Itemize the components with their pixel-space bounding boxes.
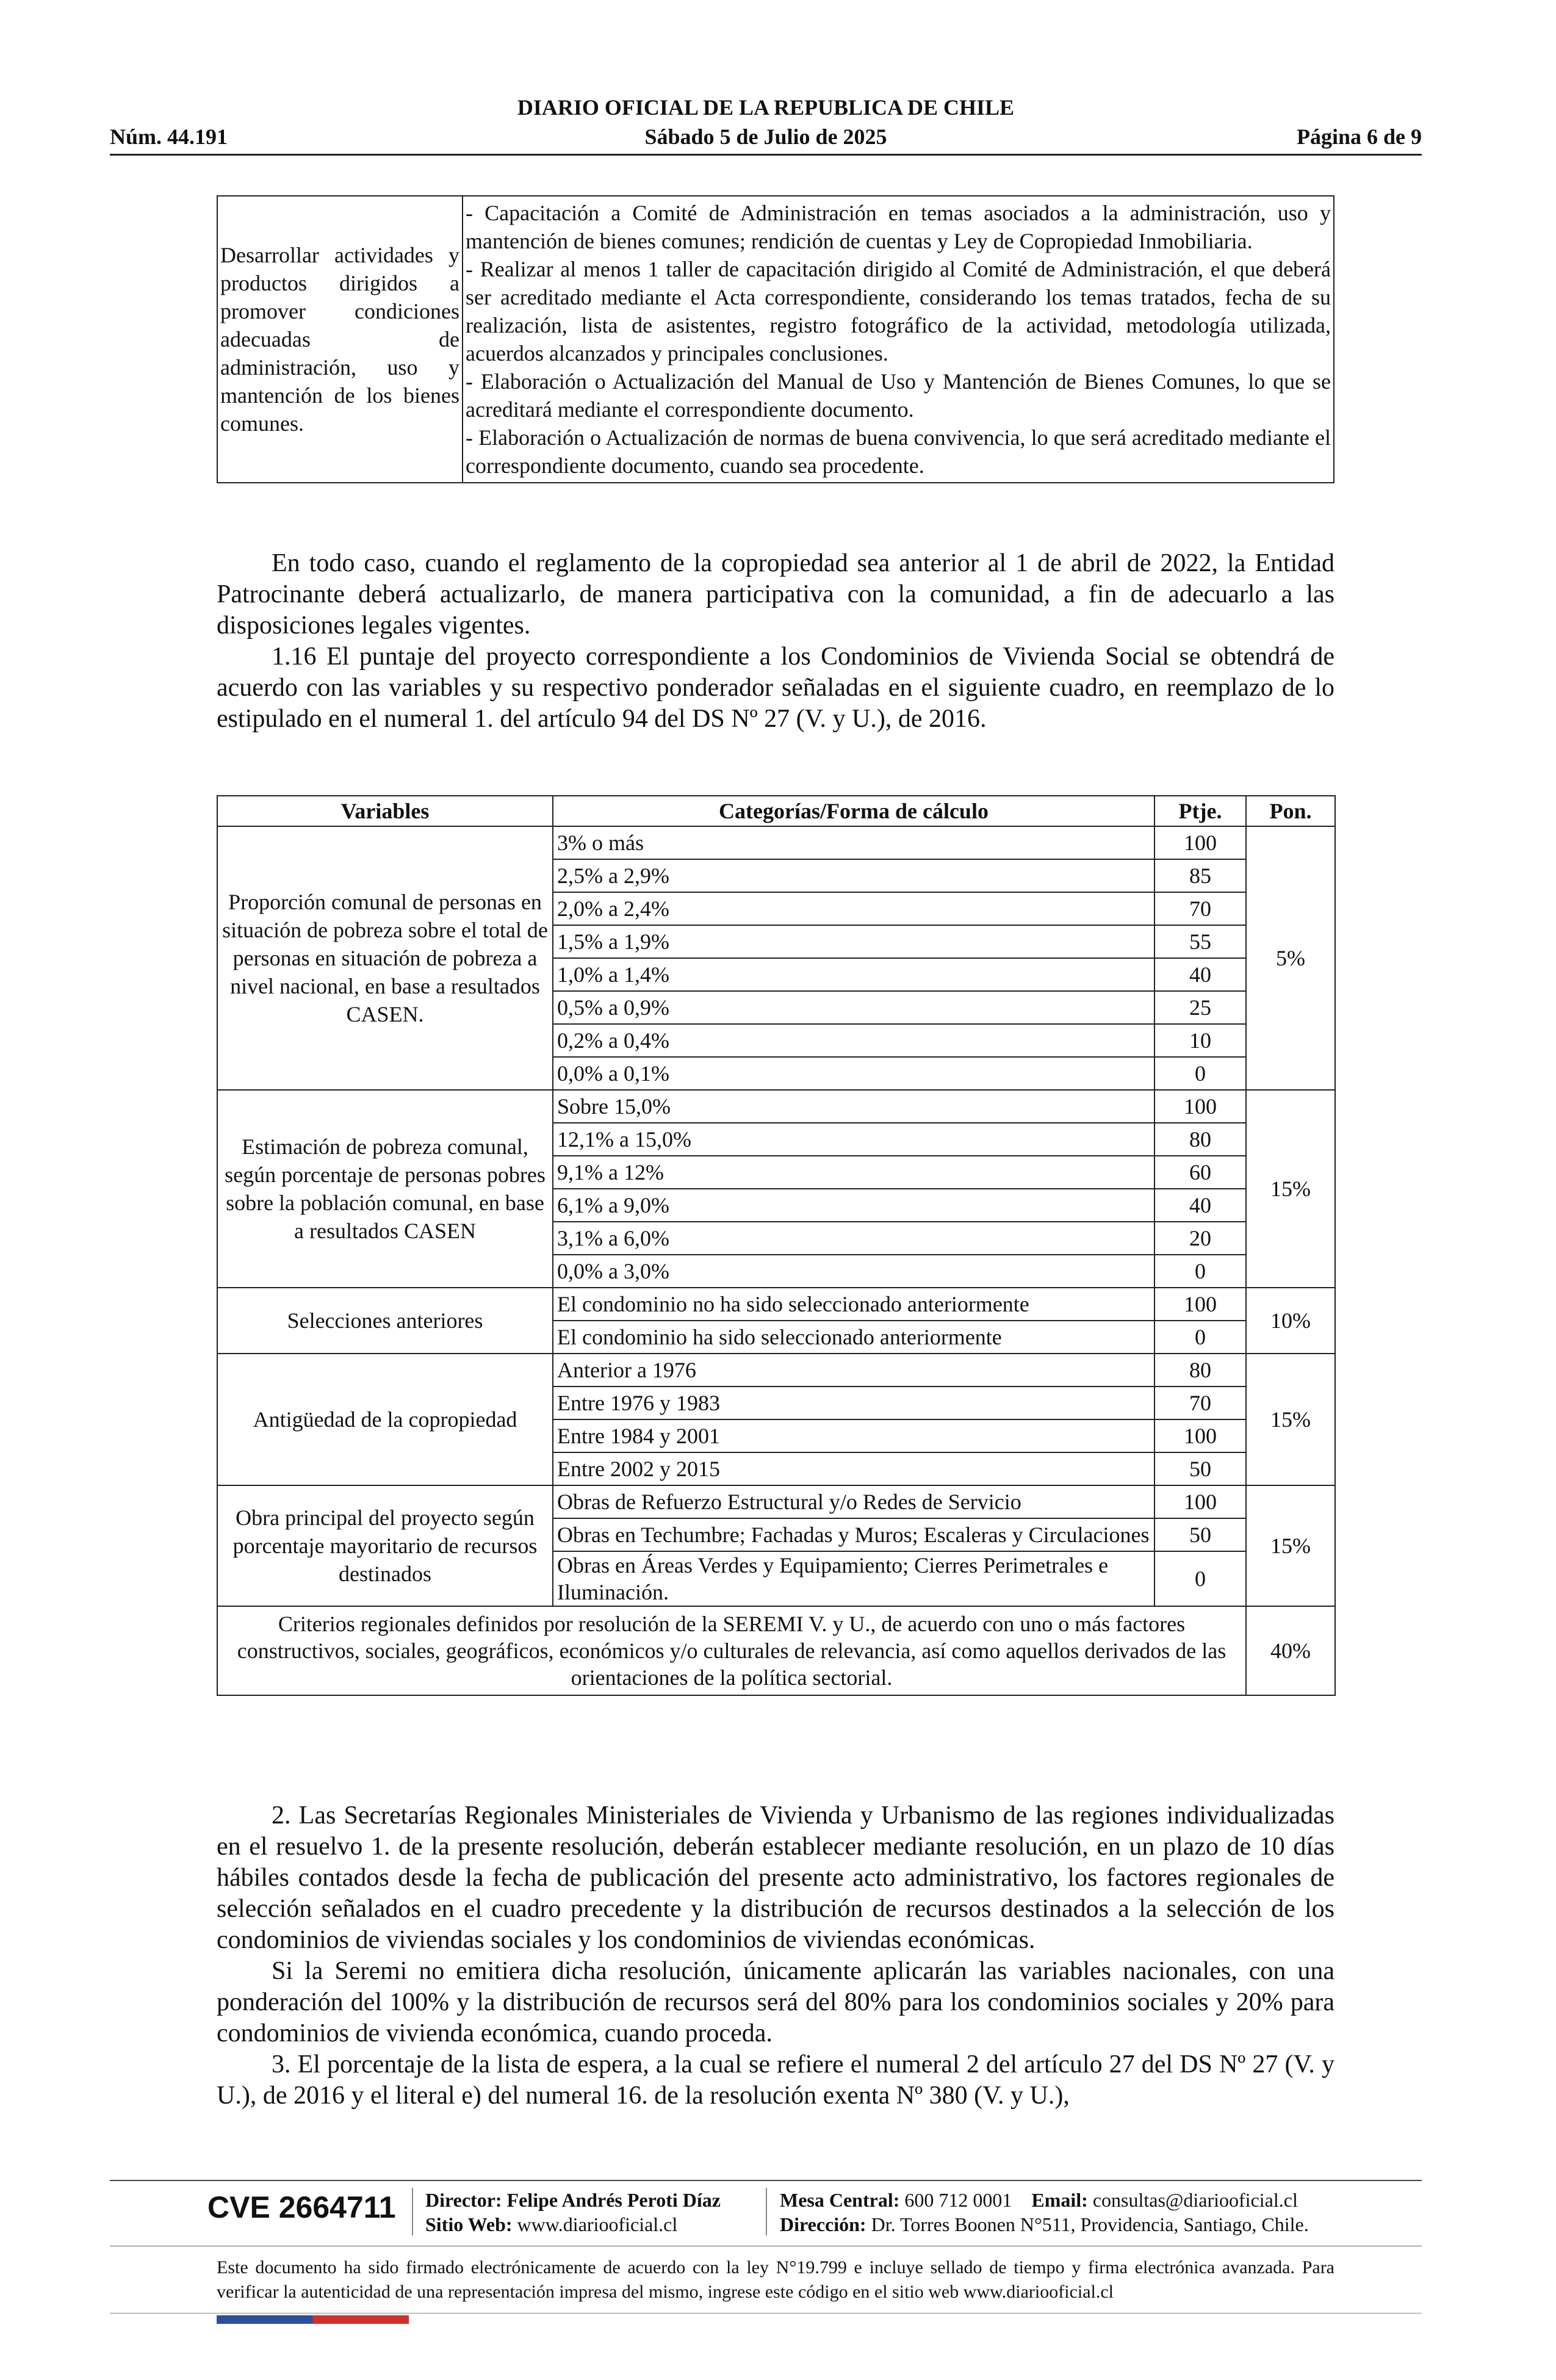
score-table <box>217 795 1336 1696</box>
column-header: Variables <box>217 796 553 826</box>
category-cell: Entre 2002 y 2015 <box>553 1452 1154 1485</box>
category-cell: Obras de Refuerzo Estructural y/o Redes de Servicio <box>553 1485 1154 1518</box>
category-cell: 9,1% a 12% <box>553 1156 1154 1189</box>
score-cell: 0 <box>1154 1057 1246 1090</box>
category-cell: 1,5% a 1,9% <box>553 925 1154 958</box>
variable-cell: Selecciones anteriores <box>217 1288 553 1354</box>
weight-cell: 5% <box>1246 826 1335 1090</box>
paragraph: 1.16 El puntaje del proyecto correspondiente a los Condominios de Vivienda Social se obtendrá de acuerdo con las variables y su respectivo ponderador señaladas en el siguiente cuadro, en reemplazo de lo estipulado en el numeral 1. del artículo 94 del DS Nº 27 (V. y U.), de 2016. <box>217 643 1334 733</box>
header-divider <box>110 154 1422 156</box>
table-row <box>217 1485 1335 1518</box>
weight-cell: 15% <box>1246 1090 1335 1288</box>
table-row <box>217 1288 1335 1321</box>
category-cell: 1,0% a 1,4% <box>553 958 1154 991</box>
page-header <box>110 95 1422 156</box>
category-cell: 6,1% a 9,0% <box>553 1189 1154 1222</box>
variable-cell: Obra principal del proyecto según porcentaje mayoritario de recursos destinados <box>217 1485 553 1606</box>
category-cell: Entre 1976 y 1983 <box>553 1387 1154 1419</box>
score-cell: 50 <box>1154 1452 1246 1485</box>
address-line <box>780 2213 1309 2236</box>
score-cell: 20 <box>1154 1222 1246 1255</box>
regional-criteria-cell: Criterios regionales definidos por resolución de la SEREMI V. y U., de acuerdo con uno o más factores constructivos, sociales, geográficos, económicos y/o culturales de relevancia, así como aquellos derivados de las orientaciones de la política sectorial. <box>217 1606 1246 1695</box>
weight-cell: 15% <box>1246 1485 1335 1606</box>
score-cell: 80 <box>1154 1354 1246 1387</box>
footer-separator <box>766 2188 767 2235</box>
table-row <box>217 196 1334 483</box>
address-label: Dirección: <box>780 2213 866 2235</box>
footer-separator <box>412 2188 413 2235</box>
page-number: Página 6 de 9 <box>1296 124 1422 149</box>
category-cell: 2,5% a 2,9% <box>553 859 1154 892</box>
activities-table <box>217 195 1334 483</box>
paragraph: En todo caso, cuando el reglamento de la copropiedad sea anterior al 1 de abril de 2022, la Entidad Patrocinante deberá actualizarlo, de manera participativa con la comunidad, a fin de adecuarlo a las disposiciones legales vigentes. <box>217 549 1334 640</box>
score-cell: 40 <box>1154 1189 1246 1222</box>
address-text: Dr. Torres Boonen N°511, Providencia, Santiago, Chile. <box>871 2213 1309 2235</box>
score-cell: 25 <box>1154 991 1246 1024</box>
category-cell: Anterior a 1976 <box>553 1354 1154 1387</box>
table-header-row <box>217 796 1335 826</box>
issue-date: Sábado 5 de Julio de 2025 <box>644 124 887 149</box>
score-cell: 60 <box>1154 1156 1246 1189</box>
column-header: Categorías/Forma de cálculo <box>553 796 1154 826</box>
list-item: - Realizar al menos 1 taller de capacitación dirigido al Comité de Administración, el que deberá ser acreditado mediante el Acta correspondiente, considerando los temas tratados, fecha de su realización, lista de asistentes, registro fotográfico de la actividad, metodología utilizada, acuerdos alcanzados y principales conclusiones. <box>466 257 1331 366</box>
category-cell: 3,1% a 6,0% <box>553 1222 1154 1255</box>
category-cell: 0,5% a 0,9% <box>553 991 1154 1024</box>
cve-code: CVE 2664711 <box>207 2190 396 2224</box>
category-cell: 0,0% a 3,0% <box>553 1255 1154 1288</box>
score-cell: 85 <box>1154 859 1246 892</box>
score-cell: 100 <box>1154 1090 1246 1123</box>
table-row <box>217 826 1335 859</box>
flag-stripe <box>217 2315 409 2324</box>
score-cell: 55 <box>1154 925 1246 958</box>
variable-cell: Antigüedad de la copropiedad <box>217 1354 553 1485</box>
column-header: Pon. <box>1246 796 1335 826</box>
score-cell: 80 <box>1154 1123 1246 1156</box>
category-cell: 0,2% a 0,4% <box>553 1024 1154 1057</box>
email-label: Email: <box>1031 2189 1088 2211</box>
score-cell: 40 <box>1154 958 1246 991</box>
category-cell: Entre 1984 y 2001 <box>553 1419 1154 1452</box>
email-link[interactable]: consultas@diariooficial.cl <box>1092 2189 1298 2211</box>
category-cell: 3% o más <box>553 826 1154 859</box>
variable-cell: Estimación de pobreza comunal, según porcentaje de personas pobres sobre la población comunal, en base a resultados CASEN <box>217 1090 553 1288</box>
weight-cell: 10% <box>1246 1288 1335 1354</box>
score-cell: 100 <box>1154 1485 1246 1518</box>
body-section-b <box>217 1800 1334 2111</box>
score-cell: 0 <box>1154 1321 1246 1354</box>
newspaper-title: DIARIO OFICIAL DE LA REPUBLICA DE CHILE <box>517 95 1015 120</box>
column-header: Ptje. <box>1154 796 1246 826</box>
score-cell: 100 <box>1154 826 1246 859</box>
score-cell: 70 <box>1154 1387 1246 1419</box>
issue-number: Núm. 44.191 <box>110 124 228 149</box>
category-cell: Sobre 15,0% <box>553 1090 1154 1123</box>
score-cell: 100 <box>1154 1419 1246 1452</box>
variable-cell: Proporción comunal de personas en situación de pobreza sobre el total de personas en situación de pobreza a nivel nacional, en base a resultados CASEN. <box>217 826 553 1090</box>
activity-description: Desarrollar actividades y productos dirigidos a promover condiciones adecuadas de administración, uso y mantención de los bienes comunes. <box>217 196 463 483</box>
score-cell: 50 <box>1154 1518 1246 1551</box>
director-label: Director: <box>425 2189 502 2211</box>
category-cell: El condominio ha sido seleccionado anteriormente <box>553 1321 1154 1354</box>
activity-items <box>463 196 1334 483</box>
score-cell: 70 <box>1154 892 1246 925</box>
paragraph: 2. Las Secretarías Regionales Ministeriales de Vivienda y Urbanismo de las regiones individualizadas en el resuelvo 1. de la presente resolución, deberán establecer mediante resolución, en un plazo de 10 días hábiles contados desde la fecha de publicación del presente acto administrativo, los factores regionales de selección señalados en el cuadro precedente y la distribución de recursos destinados a la selección de los condominios de viviendas sociales y los condominios de viviendas económicas. <box>217 1801 1334 1954</box>
weight-cell: 15% <box>1246 1354 1335 1485</box>
director-line <box>425 2189 721 2212</box>
contact-line <box>780 2189 1298 2212</box>
website-link[interactable]: www.diariooficial.cl <box>517 2213 678 2235</box>
score-cell: 100 <box>1154 1288 1246 1321</box>
score-cell: 0 <box>1154 1551 1246 1606</box>
legal-notice: Este documento ha sido firmado electrónicamente de acuerdo con la ley N°19.799 e incluye sellado de tiempo y firma electrónica avanzada. Para verificar la autenticidad de una representación impresa del mismo, ingrese este código en el sitio web www.diariooficial.cl <box>217 2257 1334 2302</box>
paragraph: 3. El porcentaje de la lista de espera, a la cual se refiere el numeral 2 del artículo 27 del DS Nº 27 (V. y U.), de 2016 y el literal e) del numeral 16. de la resolución exenta Nº 380 (V. y U.), <box>217 2050 1334 2110</box>
director-name: Felipe Andrés Peroti Díaz <box>506 2189 721 2211</box>
website-line <box>425 2213 677 2236</box>
category-cell: 12,1% a 15,0% <box>553 1123 1154 1156</box>
score-cell: 0 <box>1154 1255 1246 1288</box>
footer-divider <box>110 2180 1422 2181</box>
category-cell: 0,0% a 0,1% <box>553 1057 1154 1090</box>
list-item: - Capacitación a Comité de Administración en temas asociados a la administración, uso y mantención de bienes comunes; rendición de cuentas y Ley de Copropiedad Inmobiliaria. <box>466 201 1331 253</box>
phone-number: 600 712 0001 <box>904 2189 1012 2211</box>
category-cell: 2,0% a 2,4% <box>553 892 1154 925</box>
phone-label: Mesa Central: <box>780 2189 900 2211</box>
category-cell: Obras en Áreas Verdes y Equipamiento; Cierres Perimetrales e Iluminación. <box>553 1551 1154 1606</box>
weight-cell: 40% <box>1246 1606 1335 1695</box>
table-row <box>217 1090 1335 1123</box>
table-row <box>217 1606 1335 1695</box>
paragraph: Si la Seremi no emitiera dicha resolución, únicamente aplicarán las variables nacionales, con una ponderación del 100% y la distribución de recursos será del 80% para los condominios sociales y 20% para condominios de vivienda económica, cuando proceda. <box>217 1957 1334 2047</box>
category-cell: El condominio no ha sido seleccionado anteriormente <box>553 1288 1154 1321</box>
table-row <box>217 1354 1335 1387</box>
list-item: - Elaboración o Actualización de normas de buena convivencia, lo que será acreditado mediante el correspondiente documento, cuando sea procedente. <box>466 425 1331 478</box>
list-item: - Elaboración o Actualización del Manual de Uso y Mantención de Bienes Comunes, lo que se acreditará mediante el correspondiente documento. <box>466 369 1331 422</box>
score-cell: 10 <box>1154 1024 1246 1057</box>
category-cell: Obras en Techumbre; Fachadas y Muros; Escaleras y Circulaciones <box>553 1518 1154 1551</box>
body-section-a <box>217 548 1334 735</box>
website-label: Sitio Web: <box>425 2213 513 2235</box>
